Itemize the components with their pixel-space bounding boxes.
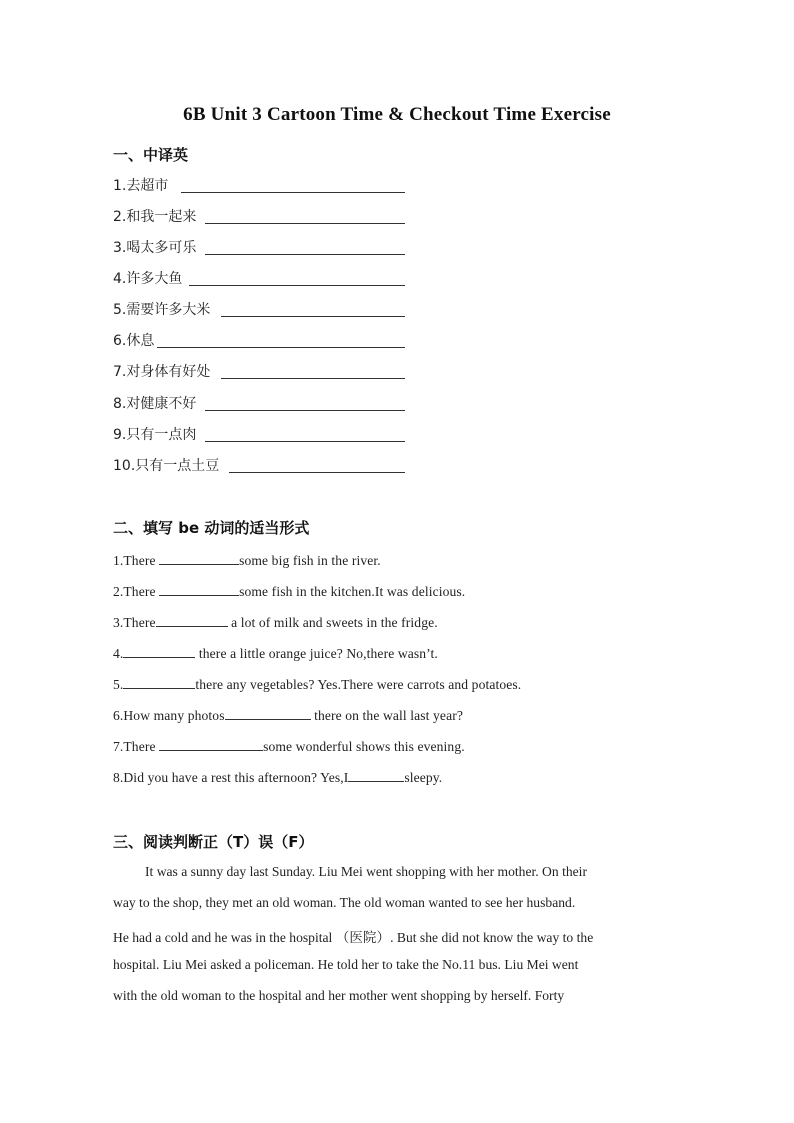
answer-blank[interactable] (225, 707, 311, 720)
answer-blank[interactable] (156, 614, 228, 627)
translation-item: 2.和我一起来 (113, 204, 405, 226)
page-title: 6B Unit 3 Cartoon Time & Checkout Time Exercise (183, 104, 611, 125)
answer-blank[interactable] (221, 316, 405, 317)
answer-blank[interactable] (181, 192, 405, 193)
answer-blank[interactable] (205, 441, 405, 442)
reading-passage-line: He had a cold and he was in the hospital （医院）. But she did not know the way to the (113, 930, 594, 945)
translation-item: 6.休息 (113, 328, 405, 350)
answer-blank[interactable] (205, 223, 405, 224)
answer-blank[interactable] (221, 378, 405, 379)
answer-blank[interactable] (159, 583, 239, 596)
fill-blank-item: 4. there a little orange juice? No,there wasn’t. (113, 646, 438, 661)
answer-blank[interactable] (348, 769, 404, 782)
translation-item: 4.许多大鱼 (113, 266, 405, 288)
answer-blank[interactable] (159, 552, 239, 565)
fill-blank-item: 3.There a lot of milk and sweets in the fridge. (113, 615, 438, 630)
answer-blank[interactable] (159, 738, 263, 751)
fill-blank-item: 1.There some big fish in the river. (113, 553, 381, 568)
fill-blank-item: 8.Did you have a rest this afternoon? Yes,I sleepy. (113, 770, 443, 785)
reading-passage-line: with the old woman to the hospital and her mother went shopping by herself. Forty (113, 988, 565, 1003)
reading-passage-line: It was a sunny day last Sunday. Liu Mei went shopping with her mother. On their (145, 864, 587, 879)
translation-item: 3.喝太多可乐 (113, 235, 405, 257)
section-2-heading: 二、填写 be 动词的适当形式 (113, 519, 310, 537)
answer-blank[interactable] (205, 254, 405, 255)
section-3-heading: 三、阅读判断正（T）误（F） (113, 833, 314, 851)
reading-passage-line: hospital. Liu Mei asked a policeman. He told her to take the No.11 bus. Liu Mei went (113, 957, 579, 972)
answer-blank[interactable] (157, 347, 405, 348)
answer-blank[interactable] (229, 472, 405, 473)
fill-blank-item: 6.How many photos there on the wall last year? (113, 708, 463, 723)
translation-item: 7.对身体有好处 (113, 359, 405, 381)
translation-item: 8.对健康不好 (113, 391, 405, 413)
translation-item: 9.只有一点肉 (113, 422, 405, 444)
translation-item: 10.只有一点土豆 (113, 453, 405, 475)
answer-blank[interactable] (123, 645, 195, 658)
fill-blank-item: 2.There some fish in the kitchen.It was delicious. (113, 584, 466, 599)
section-1-heading: 一、中译英 (113, 146, 189, 164)
fill-blank-item: 7.There some wonderful shows this evening. (113, 739, 465, 754)
translation-item: 1.去超市 (113, 173, 405, 195)
answer-blank[interactable] (205, 410, 405, 411)
answer-blank[interactable] (123, 676, 195, 689)
answer-blank[interactable] (189, 285, 405, 286)
fill-blank-item: 5. there any vegetables? Yes.There were carrots and potatoes. (113, 677, 522, 692)
translation-item: 5.需要许多大米 (113, 297, 405, 319)
reading-passage-line: way to the shop, they met an old woman. The old woman wanted to see her husband. (113, 895, 576, 910)
